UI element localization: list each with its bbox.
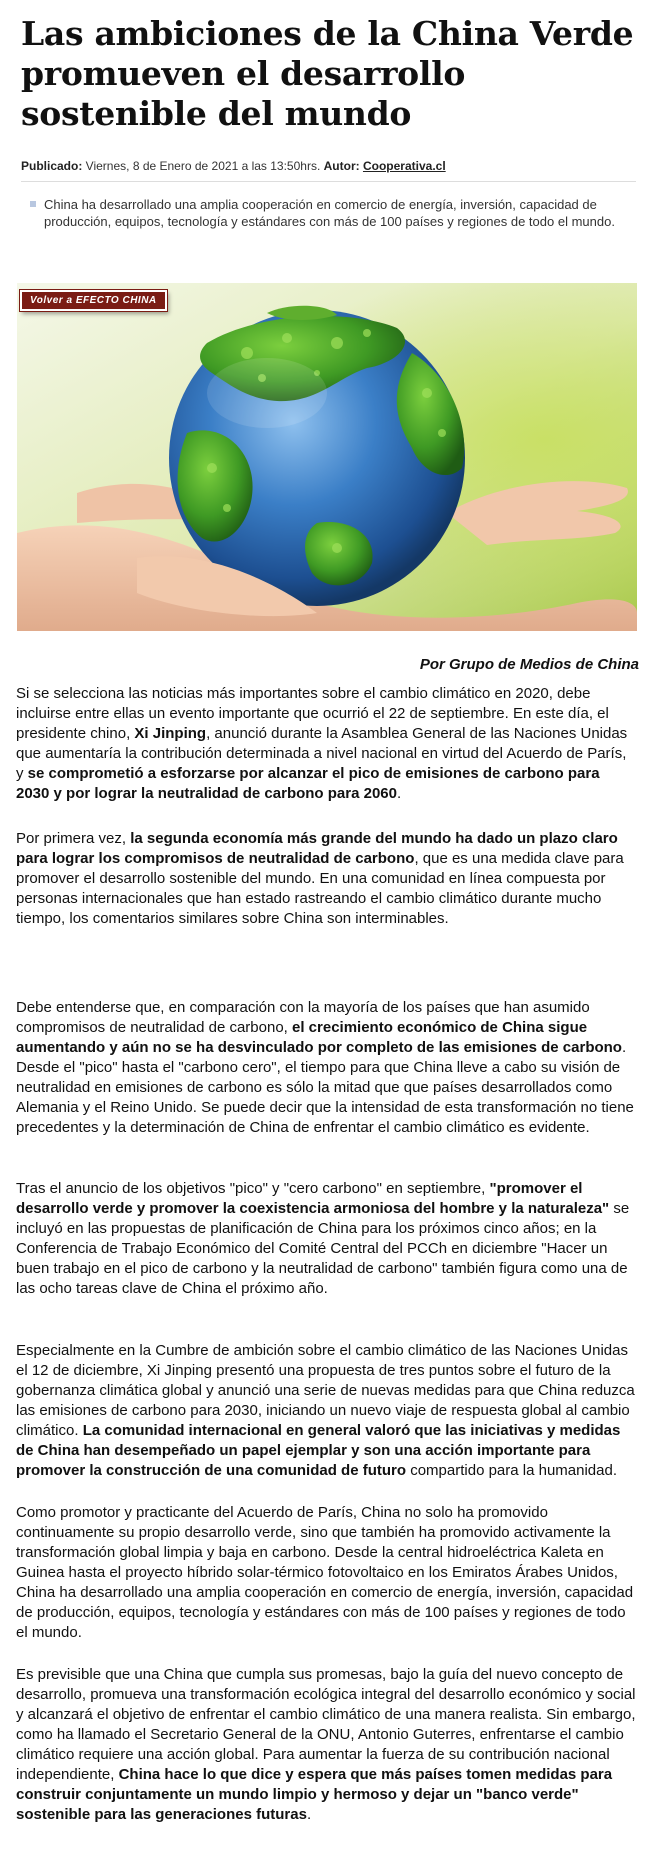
article-paragraph bbox=[16, 1503, 636, 1643]
author-label: Autor: bbox=[323, 159, 360, 173]
article-paragraph bbox=[16, 998, 636, 1138]
paragraph-text: . Desde el "pico" hasta el "carbono cero", el tiempo para que China lleve a cabo su visión de neutralidad en emisiones de carbono es sólo la mitad que que países desarrollados como Alemania y el Reino Unido. Se puede decir que la intensidad de esta transformación no tiene precedentes y la determinación de China de enfrentar el cambio climático es evidente. bbox=[16, 1039, 634, 1136]
paragraph-emphasis: "promover el desarrollo verde y promover la coexistencia armoniosa del hombre y la naturaleza" bbox=[16, 1180, 610, 1217]
paragraph-text: . bbox=[396, 785, 402, 802]
paragraph-text: Es previsible que una China que cumpla sus promesas, bajo la guía del nuevo concepto de desarrollo, promueva una transformación ecológica integral del desarrollo económico y social y alcanzará el objetivo de enfrentar el cambio climático de una manera realista. Sin embargo, como ha llamado el Secretario General de la ONU, Antonio Guterres, enfrentarse el cambio climático requiere una acción global. Para aumentar la fuerza de su contribución nacional independiente, bbox=[16, 1666, 636, 1783]
paragraph-text: , anunció durante la Asamblea General de las Naciones Unidas que aumentaría la contribución determinada a nivel nacional en virtud del Acuerdo de París, y bbox=[16, 725, 628, 782]
paragraph-emphasis: Xi Jinping bbox=[134, 725, 207, 742]
paragraph-text: , que es una medida clave para promover el desarrollo sostenible del mundo. En una comunidad en línea compuesta por personas internacionales que han estado rastreando el cambio climático durante mucho tiempo, los comentarios similares sobre China son interminables. bbox=[16, 850, 624, 927]
paragraph-text: . bbox=[306, 1806, 312, 1823]
paragraph-text: Tras el anuncio de los objetivos "pico" y "cero carbono" en septiembre, bbox=[16, 1180, 490, 1197]
article-paragraph bbox=[16, 829, 636, 929]
paragraph-emphasis: la segunda economía más grande del mundo ha dado un plazo claro para lograr los compromisos de neutralidad de carbono bbox=[16, 830, 618, 867]
paragraph-text: se incluyó en las propuestas de planificación de China para los próximos cinco años; en la Conferencia de Trabajo Económico del Comité Central del PCCh en diciembre "Hacer un buen trabajo en el pico de carbono y la neutralidad de carbono" también figura como una de las ocho tareas clave de China el próximo año. bbox=[16, 1200, 630, 1297]
article-meta bbox=[21, 158, 636, 182]
paragraph-text: Por primera vez, bbox=[16, 830, 131, 847]
paragraph-emphasis: La comunidad internacional en general valoró que las iniciativas y medidas de China han desempeñado un papel ejemplar y son una acción importante para promover la construcción de una comunidad de futuro bbox=[16, 1422, 621, 1479]
article-paragraph bbox=[16, 684, 636, 804]
article-paragraph bbox=[16, 1341, 636, 1481]
summary-text: China ha desarrollado una amplia cooperación en comercio de energía, inversión, capacidad de producción, equipos, tecnología y estándares con más de 100 países y regiones de todo el mundo. bbox=[44, 197, 615, 229]
paragraph-emphasis: el crecimiento económico de China sigue aumentando y aún no se ha desvinculado por completo de las emisiones de carbono bbox=[16, 1019, 622, 1056]
paragraph-text: Si se selecciona las noticias más importantes sobre el cambio climático en 2020, debe incluirse entre ellas un evento importante que ocurrió el 22 de septiembre. En este día, el presidente chino, bbox=[16, 685, 609, 742]
back-to-section-badge[interactable]: Volver a EFECTO CHINA bbox=[20, 290, 167, 311]
paragraph-text: compartido para la humanidad. bbox=[406, 1462, 618, 1479]
article-title: Las ambiciones de la China Verde promueven el desarrollo sostenible del mundo bbox=[21, 14, 634, 133]
summary-bullet-icon bbox=[30, 201, 36, 207]
paragraph-text: Como promotor y practicante del Acuerdo de París, China no solo ha promovido continuamente su propio desarrollo verde, sino que también ha promovido activamente la transformación global limpia y baja en carbono. Desde la central hidroeléctrica Kaleta en Guinea hasta el proyecto híbrido solar-térmico fotovoltaico en los Emiratos Árabes Unidos, China ha desarrollado una amplia cooperación en comercio de energía, inversión, capacidad de producción, equipos, tecnología y estándares con más de 100 países y regiones de todo el mundo. bbox=[16, 1504, 634, 1641]
published-label: Publicado: bbox=[21, 159, 83, 173]
paragraph-emphasis: se comprometió a esforzarse por alcanzar el pico de emisiones de carbono para 2030 y por lograr la neutralidad de carbono para 2060 bbox=[16, 765, 600, 802]
article-paragraph bbox=[16, 1665, 636, 1825]
article-paragraph bbox=[16, 1179, 636, 1299]
paragraph-text: Debe entenderse que, en comparación con la mayoría de los países que han asumido compromisos de neutralidad de carbono, bbox=[16, 999, 590, 1036]
article-summary bbox=[30, 196, 638, 230]
article-byline: Por Grupo de Medios de China bbox=[419, 656, 639, 673]
paragraph-text: Especialmente en la Cumbre de ambición sobre el cambio climático de las Naciones Unidas el 12 de diciembre, Xi Jinping presentó una propuesta de tres puntos sobre el futuro de la gobernanza climática global y anunció una serie de nuevas medidas para que China reduzca las emisiones de carbono para 2030, iniciando un nuevo viaje de respuesta global al cambio climático. bbox=[16, 1342, 635, 1439]
author-link[interactable]: Cooperativa.cl bbox=[362, 159, 446, 173]
hero-image-earth-in-hands bbox=[17, 283, 637, 631]
paragraph-emphasis: China hace lo que dice y espera que más países tomen medidas para construir conjuntamente un mundo limpio y hermoso y dejar un "banco verde" sostenible para las generaciones futuras bbox=[16, 1766, 613, 1823]
published-date: Viernes, 8 de Enero de 2021 a las 13:50hrs. bbox=[82, 159, 324, 173]
